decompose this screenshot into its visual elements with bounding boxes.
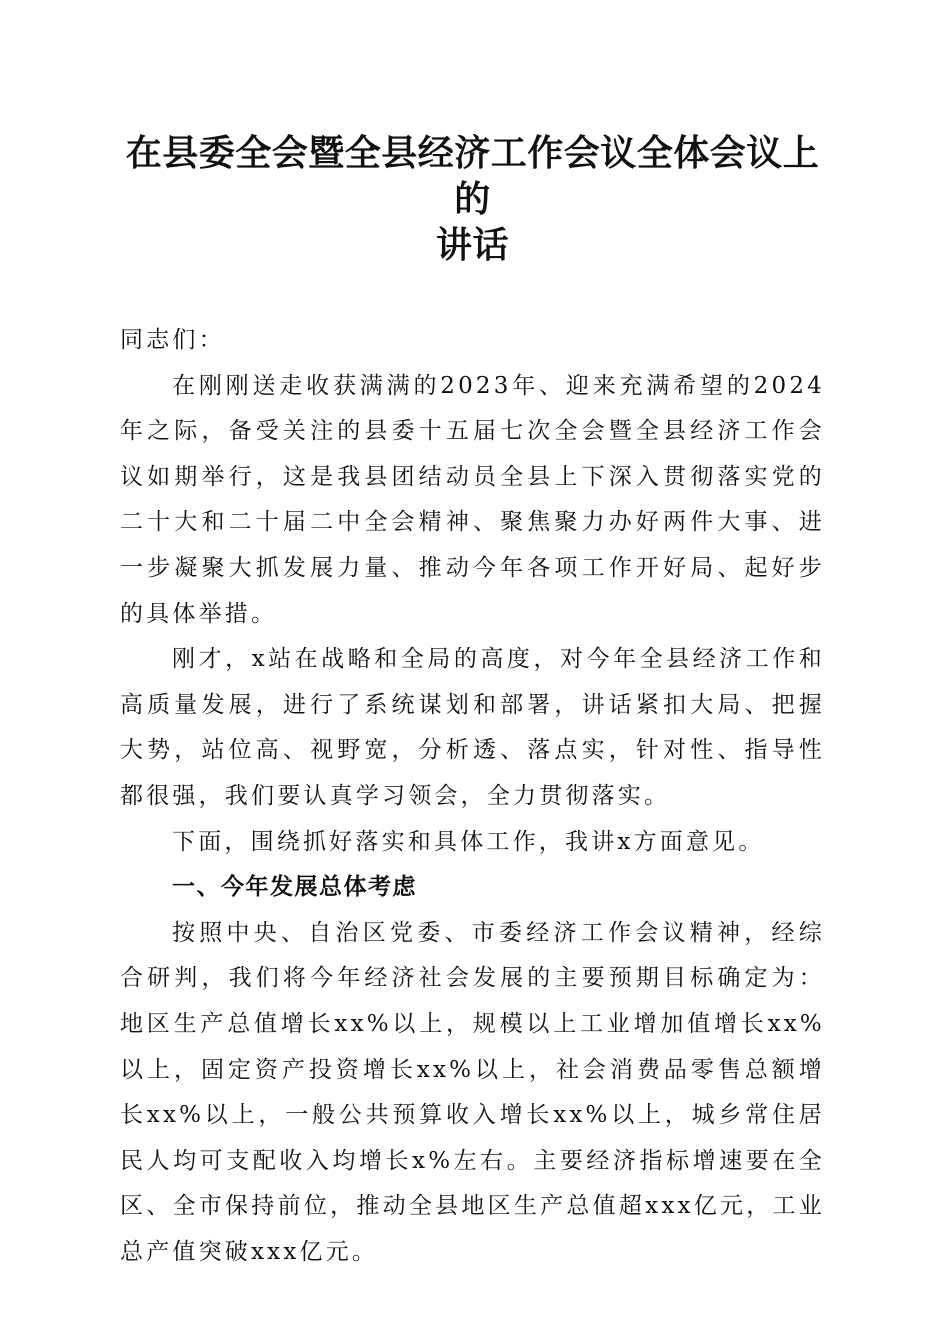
document-body (120, 318, 825, 1275)
document-title (120, 130, 825, 268)
salutation: 同志们： (120, 327, 225, 353)
section-heading: 一、今年发展总体考虑 (172, 874, 417, 901)
paragraph-opening: 在刚刚送走收获满满的2023年、迎来充满希望的2024年之际，备受关注的县委十五届七次全会暨全县经济工作会议如期举行，这是我县团结动员全县上下深入贯彻落实党的二十大和二十届二中全会精神、聚焦聚力办好两件大事、进一步凝聚大抓发展力量、推动今年各项工作开好局、起好步的具体举措。 (120, 372, 825, 627)
paragraph-outline: 下面，围绕抓好落实和具体工作，我讲x方面意见。 (172, 828, 765, 855)
title-line-2: 讲话 (435, 224, 509, 266)
title-line-1: 在县委全会暨全县经济工作会议全体会议上的 (125, 132, 820, 220)
paragraph-remarks: 刚才，x站在战略和全局的高度，对今年全县经济工作和高质量发展，进行了系统谋划和部署，讲话紧扣大局、把握大势，站位高、视野宽，分析透、落点实，针对性、指导性都很强，我们要认真学习领会，全力贯彻落实。 (120, 646, 825, 809)
paragraph-targets: 按照中央、自治区党委、市委经济工作会议精神，经综合研判，我们将今年经济社会发展的主要预期目标确定为：地区生产总值增长xx%以上，规模以上工业增加值增长xx%以上，固定资产投资增长xx%以上，社会消费品零售总额增长xx%以上，一般公共预算收入增长xx%以上，城乡常住居民人均可支配收入均增长x%左右。主要经济指标增速要在全区、全市保持前位，推动全县地区生产总值超xxx亿元，工业总产值突破xxx亿元。 (120, 919, 825, 1265)
